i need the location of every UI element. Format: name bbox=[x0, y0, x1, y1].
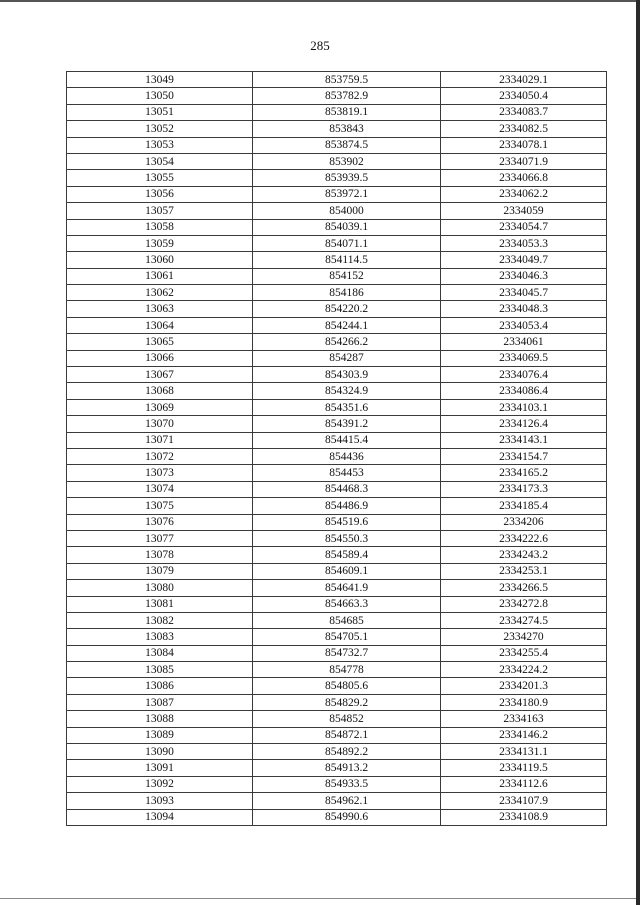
x-coordinate-cell: 854303.9 bbox=[253, 367, 441, 383]
point-number-cell: 13075 bbox=[67, 498, 253, 514]
x-coordinate-cell: 854962.1 bbox=[253, 793, 441, 809]
x-coordinate-cell: 854913.2 bbox=[253, 760, 441, 776]
y-coordinate-cell: 2334274.5 bbox=[441, 612, 607, 628]
table-row bbox=[67, 72, 607, 88]
point-number-cell: 13068 bbox=[67, 383, 253, 399]
x-coordinate-cell: 853759.5 bbox=[253, 72, 441, 88]
point-number-cell: 13050 bbox=[67, 88, 253, 104]
point-number-cell: 13049 bbox=[67, 72, 253, 88]
y-coordinate-cell: 2334266.5 bbox=[441, 580, 607, 596]
x-coordinate-cell: 854114.5 bbox=[253, 252, 441, 268]
table-row bbox=[67, 235, 607, 251]
point-number-cell: 13090 bbox=[67, 744, 253, 760]
table-row bbox=[67, 137, 607, 153]
y-coordinate-cell: 2334083.7 bbox=[441, 104, 607, 120]
point-number-cell: 13051 bbox=[67, 104, 253, 120]
table-row bbox=[67, 793, 607, 809]
y-coordinate-cell: 2334069.5 bbox=[441, 350, 607, 366]
y-coordinate-cell: 2334224.2 bbox=[441, 662, 607, 678]
x-coordinate-cell: 854685 bbox=[253, 612, 441, 628]
y-coordinate-cell: 2334066.8 bbox=[441, 170, 607, 186]
point-number-cell: 13093 bbox=[67, 793, 253, 809]
x-coordinate-cell: 853819.1 bbox=[253, 104, 441, 120]
table-row bbox=[67, 104, 607, 120]
table-row bbox=[67, 809, 607, 825]
table-row bbox=[67, 481, 607, 497]
table-row bbox=[67, 416, 607, 432]
x-coordinate-cell: 853874.5 bbox=[253, 137, 441, 153]
y-coordinate-cell: 2334048.3 bbox=[441, 301, 607, 317]
y-coordinate-cell: 2334154.7 bbox=[441, 448, 607, 464]
point-number-cell: 13080 bbox=[67, 580, 253, 596]
x-coordinate-cell: 854609.1 bbox=[253, 563, 441, 579]
point-number-cell: 13077 bbox=[67, 530, 253, 546]
x-coordinate-cell: 854641.9 bbox=[253, 580, 441, 596]
y-coordinate-cell: 2334180.9 bbox=[441, 694, 607, 710]
table-row bbox=[67, 760, 607, 776]
y-coordinate-cell: 2334206 bbox=[441, 514, 607, 530]
y-coordinate-cell: 2334108.9 bbox=[441, 809, 607, 825]
table-row bbox=[67, 186, 607, 202]
table-row bbox=[67, 88, 607, 104]
table-row bbox=[67, 203, 607, 219]
table-row bbox=[67, 727, 607, 743]
y-coordinate-cell: 2334253.1 bbox=[441, 563, 607, 579]
table-row bbox=[67, 596, 607, 612]
x-coordinate-cell: 854805.6 bbox=[253, 678, 441, 694]
y-coordinate-cell: 2334119.5 bbox=[441, 760, 607, 776]
table-row bbox=[67, 350, 607, 366]
table-row bbox=[67, 432, 607, 448]
point-number-cell: 13059 bbox=[67, 235, 253, 251]
y-coordinate-cell: 2334131.1 bbox=[441, 744, 607, 760]
point-number-cell: 13071 bbox=[67, 432, 253, 448]
table-row bbox=[67, 219, 607, 235]
table-row bbox=[67, 170, 607, 186]
table-row bbox=[67, 383, 607, 399]
table-row bbox=[67, 662, 607, 678]
x-coordinate-cell: 853939.5 bbox=[253, 170, 441, 186]
table-row bbox=[67, 301, 607, 317]
point-number-cell: 13092 bbox=[67, 776, 253, 792]
page-top-edge bbox=[0, 0, 640, 2]
x-coordinate-cell: 854391.2 bbox=[253, 416, 441, 432]
y-coordinate-cell: 2334243.2 bbox=[441, 547, 607, 563]
table-row bbox=[67, 514, 607, 530]
coordinates-table-body bbox=[67, 72, 607, 826]
point-number-cell: 13064 bbox=[67, 317, 253, 333]
page-right-edge bbox=[636, 0, 640, 905]
point-number-cell: 13084 bbox=[67, 645, 253, 661]
point-number-cell: 13066 bbox=[67, 350, 253, 366]
y-coordinate-cell: 2334165.2 bbox=[441, 465, 607, 481]
x-coordinate-cell: 853902 bbox=[253, 153, 441, 169]
x-coordinate-cell: 854589.4 bbox=[253, 547, 441, 563]
x-coordinate-cell: 854453 bbox=[253, 465, 441, 481]
y-coordinate-cell: 2334112.6 bbox=[441, 776, 607, 792]
y-coordinate-cell: 2334107.9 bbox=[441, 793, 607, 809]
x-coordinate-cell: 853843 bbox=[253, 121, 441, 137]
table-row bbox=[67, 563, 607, 579]
x-coordinate-cell: 854186 bbox=[253, 285, 441, 301]
page-number: 285 bbox=[310, 38, 330, 53]
point-number-cell: 13069 bbox=[67, 399, 253, 415]
table-row bbox=[67, 153, 607, 169]
y-coordinate-cell: 2334086.4 bbox=[441, 383, 607, 399]
point-number-cell: 13056 bbox=[67, 186, 253, 202]
x-coordinate-cell: 854990.6 bbox=[253, 809, 441, 825]
table-row bbox=[67, 317, 607, 333]
point-number-cell: 13052 bbox=[67, 121, 253, 137]
y-coordinate-cell: 2334071.9 bbox=[441, 153, 607, 169]
x-coordinate-cell: 854732.7 bbox=[253, 645, 441, 661]
point-number-cell: 13072 bbox=[67, 448, 253, 464]
point-number-cell: 13076 bbox=[67, 514, 253, 530]
x-coordinate-cell: 854324.9 bbox=[253, 383, 441, 399]
point-number-cell: 13074 bbox=[67, 481, 253, 497]
y-coordinate-cell: 2334103.1 bbox=[441, 399, 607, 415]
y-coordinate-cell: 2334029.1 bbox=[441, 72, 607, 88]
point-number-cell: 13094 bbox=[67, 809, 253, 825]
table-row bbox=[67, 465, 607, 481]
point-number-cell: 13053 bbox=[67, 137, 253, 153]
x-coordinate-cell: 854829.2 bbox=[253, 694, 441, 710]
point-number-cell: 13067 bbox=[67, 367, 253, 383]
point-number-cell: 13091 bbox=[67, 760, 253, 776]
x-coordinate-cell: 854152 bbox=[253, 268, 441, 284]
y-coordinate-cell: 2334045.7 bbox=[441, 285, 607, 301]
y-coordinate-cell: 2334053.4 bbox=[441, 317, 607, 333]
x-coordinate-cell: 854415.4 bbox=[253, 432, 441, 448]
y-coordinate-cell: 2334046.3 bbox=[441, 268, 607, 284]
table-row bbox=[67, 580, 607, 596]
table-row bbox=[67, 547, 607, 563]
point-number-cell: 13085 bbox=[67, 662, 253, 678]
table-row bbox=[67, 694, 607, 710]
x-coordinate-cell: 854872.1 bbox=[253, 727, 441, 743]
y-coordinate-cell: 2334053.3 bbox=[441, 235, 607, 251]
x-coordinate-cell: 854892.2 bbox=[253, 744, 441, 760]
table-row bbox=[67, 268, 607, 284]
table-row bbox=[67, 678, 607, 694]
x-coordinate-cell: 854266.2 bbox=[253, 334, 441, 350]
point-number-cell: 13087 bbox=[67, 694, 253, 710]
point-number-cell: 13086 bbox=[67, 678, 253, 694]
table-row bbox=[67, 121, 607, 137]
point-number-cell: 13058 bbox=[67, 219, 253, 235]
x-coordinate-cell: 854550.3 bbox=[253, 530, 441, 546]
x-coordinate-cell: 853972.1 bbox=[253, 186, 441, 202]
point-number-cell: 13073 bbox=[67, 465, 253, 481]
point-number-cell: 13062 bbox=[67, 285, 253, 301]
point-number-cell: 13055 bbox=[67, 170, 253, 186]
table-row bbox=[67, 334, 607, 350]
point-number-cell: 13083 bbox=[67, 629, 253, 645]
x-coordinate-cell: 854436 bbox=[253, 448, 441, 464]
x-coordinate-cell: 854519.6 bbox=[253, 514, 441, 530]
y-coordinate-cell: 2334222.6 bbox=[441, 530, 607, 546]
y-coordinate-cell: 2334059 bbox=[441, 203, 607, 219]
point-number-cell: 13065 bbox=[67, 334, 253, 350]
x-coordinate-cell: 854663.3 bbox=[253, 596, 441, 612]
x-coordinate-cell: 853782.9 bbox=[253, 88, 441, 104]
x-coordinate-cell: 854039.1 bbox=[253, 219, 441, 235]
y-coordinate-cell: 2334255.4 bbox=[441, 645, 607, 661]
table-row bbox=[67, 711, 607, 727]
table-row bbox=[67, 645, 607, 661]
x-coordinate-cell: 854351.6 bbox=[253, 399, 441, 415]
table-row bbox=[67, 530, 607, 546]
x-coordinate-cell: 854468.3 bbox=[253, 481, 441, 497]
y-coordinate-cell: 2334082.5 bbox=[441, 121, 607, 137]
table-row bbox=[67, 399, 607, 415]
y-coordinate-cell: 2334163 bbox=[441, 711, 607, 727]
x-coordinate-cell: 854486.9 bbox=[253, 498, 441, 514]
point-number-cell: 13088 bbox=[67, 711, 253, 727]
y-coordinate-cell: 2334270 bbox=[441, 629, 607, 645]
y-coordinate-cell: 2334173.3 bbox=[441, 481, 607, 497]
table-row bbox=[67, 285, 607, 301]
table-row bbox=[67, 744, 607, 760]
point-number-cell: 13081 bbox=[67, 596, 253, 612]
y-coordinate-cell: 2334078.1 bbox=[441, 137, 607, 153]
y-coordinate-cell: 2334185.4 bbox=[441, 498, 607, 514]
point-number-cell: 13078 bbox=[67, 547, 253, 563]
table-row bbox=[67, 448, 607, 464]
point-number-cell: 13063 bbox=[67, 301, 253, 317]
x-coordinate-cell: 854071.1 bbox=[253, 235, 441, 251]
point-number-cell: 13079 bbox=[67, 563, 253, 579]
x-coordinate-cell: 854852 bbox=[253, 711, 441, 727]
point-number-cell: 13061 bbox=[67, 268, 253, 284]
point-number-cell: 13054 bbox=[67, 153, 253, 169]
table-row bbox=[67, 629, 607, 645]
y-coordinate-cell: 2334061 bbox=[441, 334, 607, 350]
x-coordinate-cell: 854244.1 bbox=[253, 317, 441, 333]
point-number-cell: 13057 bbox=[67, 203, 253, 219]
y-coordinate-cell: 2334049.7 bbox=[441, 252, 607, 268]
y-coordinate-cell: 2334076.4 bbox=[441, 367, 607, 383]
y-coordinate-cell: 2334146.2 bbox=[441, 727, 607, 743]
table-row bbox=[67, 776, 607, 792]
table-row bbox=[67, 498, 607, 514]
point-number-cell: 13070 bbox=[67, 416, 253, 432]
x-coordinate-cell: 854933.5 bbox=[253, 776, 441, 792]
x-coordinate-cell: 854220.2 bbox=[253, 301, 441, 317]
x-coordinate-cell: 854705.1 bbox=[253, 629, 441, 645]
point-number-cell: 13089 bbox=[67, 727, 253, 743]
x-coordinate-cell: 854778 bbox=[253, 662, 441, 678]
x-coordinate-cell: 854287 bbox=[253, 350, 441, 366]
table-row bbox=[67, 612, 607, 628]
y-coordinate-cell: 2334143.1 bbox=[441, 432, 607, 448]
y-coordinate-cell: 2334062.2 bbox=[441, 186, 607, 202]
y-coordinate-cell: 2334126.4 bbox=[441, 416, 607, 432]
point-number-cell: 13060 bbox=[67, 252, 253, 268]
coordinates-table bbox=[66, 71, 607, 826]
y-coordinate-cell: 2334050.4 bbox=[441, 88, 607, 104]
y-coordinate-cell: 2334272.8 bbox=[441, 596, 607, 612]
point-number-cell: 13082 bbox=[67, 612, 253, 628]
y-coordinate-cell: 2334054.7 bbox=[441, 219, 607, 235]
table-row bbox=[67, 252, 607, 268]
x-coordinate-cell: 854000 bbox=[253, 203, 441, 219]
page-bottom-rule bbox=[0, 898, 636, 899]
y-coordinate-cell: 2334201.3 bbox=[441, 678, 607, 694]
table-row bbox=[67, 367, 607, 383]
